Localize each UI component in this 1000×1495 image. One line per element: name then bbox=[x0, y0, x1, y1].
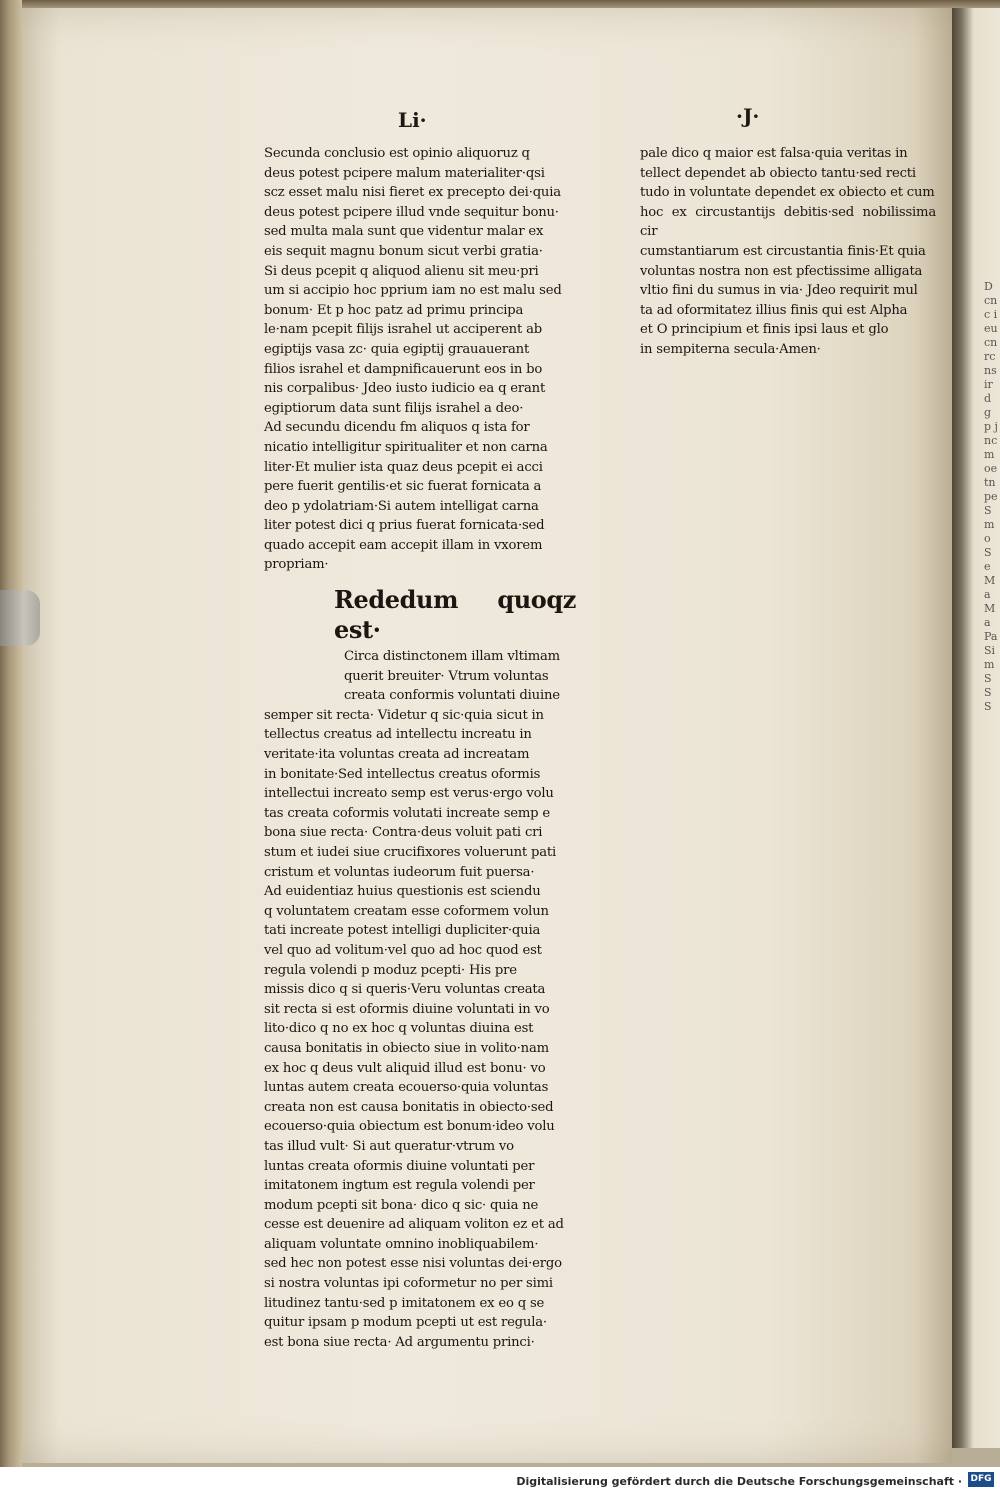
paragraph-question-intro: Circa distinctonem illam vltimam querit breuiter· Vtrum voluntas creata conformis voluntati diuine bbox=[344, 649, 560, 704]
section-heading: Rededum quoqz est· bbox=[334, 585, 576, 645]
text-column-right bbox=[640, 144, 936, 360]
paragraph-question-body: semper sit recta· Videtur q sic·quia sicut in tellectus creatus ad intellectu increatu in veritate·ita voluntas creata ad increatam in bonitate·Sed intellectus creatus oformis intellectui increato semp est verus·ergo volu tas creata coformis volutati increate semp e bona siue recta· Contra·deus voluit pati cri stum et iudei siue crucifixores voluerunt pati cristum et voluntas iudeorum fuit puersa· Ad euidentiaz huius questionis est sciendu q voluntatem creatam esse coformem volun tati increate potest intelligi dupliciter·quia vel quo ad volitum·vel quo ad hoc quod est regula volendi p moduz pcepti· His pre missis dico q si queris·Veru voluntas creata sit recta si est oformis diuine voluntati in vo lito·dico q no ex hoc q voluntas diuina est causa bonitatis in obiecto siue in volito·nam ex hoc q deus vult aliquid illud est bonu· vo luntas autem creata ecouerso·quia voluntas creata non est causa bonitatis in obiecto·sed ecouerso·quia obiectum est bonum·ideo volu tas illud vult· Si aut queratur·vtrum vo luntas creata oformis diuine voluntati per imitatonem ingtum est regula volendi per modum pcepti sit bona· dico q sic· quia ne cesse est deuenire ad aliquam voliton ez et ad aliquam voluntate omnino inobliquabilem· sed hec non potest esse nisi voluntas dei·ergo si nostra voluntas ipi coformetur no per simi litudinez tantu·sed p imitatonem ex eo q se quitur ipsam p modum pcepti ut est regula· est bona siue recta· Ad argumentu princi· bbox=[264, 707, 564, 1350]
footer-bar bbox=[0, 1467, 1000, 1495]
running-head-right: ·J· bbox=[736, 104, 760, 128]
book-left-edge bbox=[0, 0, 22, 1470]
running-head-left: Li· bbox=[398, 108, 427, 132]
right-page-edge bbox=[952, 8, 1000, 1448]
paragraph-conclusion-end: pale dico q maior est falsa·quia veritas in tellect dependet ab obiecto tantu·sed recti tudo in voluntate dependet ex obiecto et cum hoc ex circustantijs debitis·sed nobilissima cir cumstantiarum est circustantia finis·Et quia voluntas nostra non est pfectissime alligata vltio fini du sumus in via· Jdeo requirit mul ta ad oformitatez illius finis qui est Alpha et O principium et finis ipsi laus et glo in sempiterna secula·Amen· bbox=[640, 146, 936, 357]
paragraph-conclusion: Secunda conclusio est opinio aliquoruz q deus potest pcipere malum materialiter·qsi scz esset malu nisi fieret ex precepto dei·quia deus potest pcipere illud vnde sequitur bonu· sed multa mala sunt que videntur malar ex eis sequit magnu bonum sicut verbi gratia· Si deus pcepit q aliquod alienu sit meu·pri um si accipio hoc pprium iam no est malu sed bonum· Et p hoc patz ad primu principa le·nam pcepit filijs israhel ut acciperent ab egiptijs vasa zc· quia egiptij grauauerant filios israhel et dampnificauerunt eos in bo nis corpalibus· Jdeo iusto iudicio ea q erant egiptiorum data sunt filijs israhel a deo· Ad secundu dicendu fm aliquos q ista for nicatio intelligitur spiritualiter et non carna liter·Et mulier ista quaz deus pcepit ei acci pere fuerit gentilis·et sic fuerat fornicata a deo p ydolatriam·Si autem intelligat carna liter potest dici q prius fuerat fornicata·sed quado accepit eam accepit illam in vxorem propriam· bbox=[264, 146, 562, 573]
dfg-logo: DFG bbox=[968, 1472, 994, 1487]
right-page-text-fragment: Dcnc ieucn rcnsirdgp jncmoetn pe Smo Se Ma Ma Pa Sim S S S bbox=[984, 280, 998, 713]
funding-credit: Digitalisierung gefördert durch die Deutsche Forschungsgemeinschaft · bbox=[516, 1475, 962, 1488]
text-column-left bbox=[264, 144, 576, 1352]
book-clasp bbox=[0, 590, 40, 646]
